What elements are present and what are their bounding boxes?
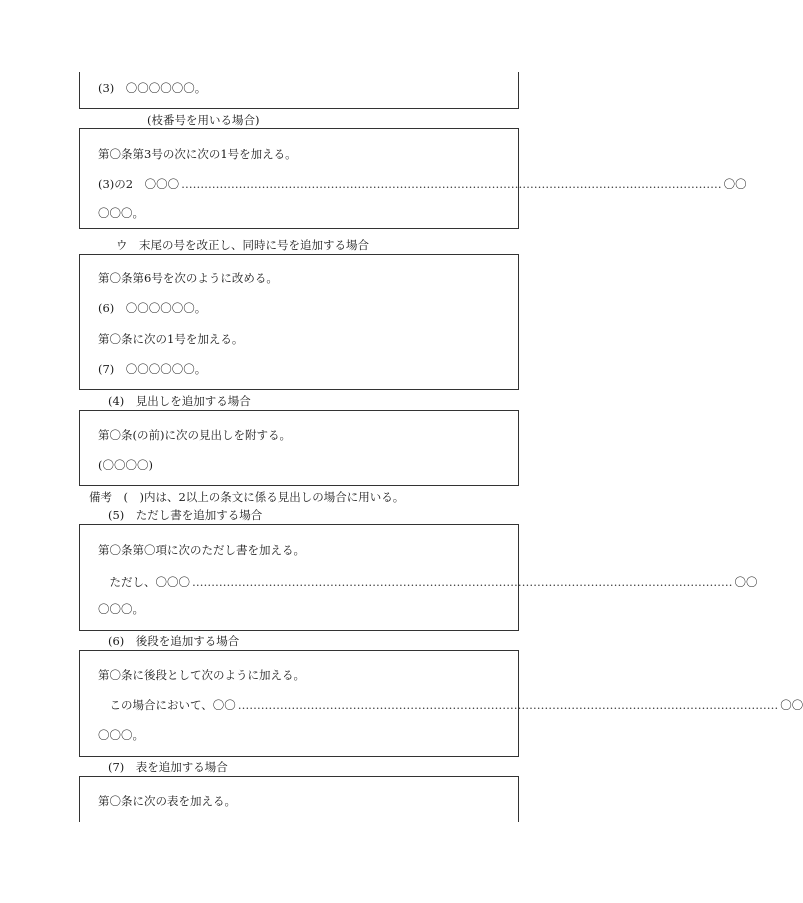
section-heading-7: (7) 表を追加する場合 [108,760,228,774]
instruction-line: 第〇条第6号を次のように改める。 [98,271,278,285]
item-continuation: 〇〇〇。 [98,206,144,220]
section-heading-4: (4) 見出しを追加する場合 [108,394,251,408]
item-line: (6) 〇〇〇〇〇〇。 [98,301,207,315]
amendment-box-4 [79,410,519,486]
latter-part-prefix: この場合において、〇〇 [98,698,236,712]
proviso-prefix: ただし、〇〇〇 [98,575,190,589]
proviso-continuation: 〇〇〇。 [98,602,144,616]
latter-part-continuation: 〇〇〇。 [98,728,144,742]
amendment-box-7 [79,776,519,822]
note-text: 備考 ( )内は、2以上の条文に係る見出しの場合に用いる。 [89,490,405,504]
item-line: (7) 〇〇〇〇〇〇。 [98,362,207,376]
proviso-line-with-leader [98,575,758,589]
instruction-line: 第〇条(の前)に次の見出しを附する。 [98,428,291,442]
section-heading-u: ウ 末尾の号を改正し、同時に号を追加する場合 [116,238,369,252]
instruction-line: 第〇条第3号の次に次の1号を加える。 [98,147,297,161]
dot-leader: …………………………………………………………………………………………………………………………… [181,177,722,191]
latter-part-line-with-leader [98,698,803,712]
amendment-box-3 [79,254,519,390]
amendment-box-1 [79,72,519,109]
heading-text: (〇〇〇〇) [98,458,153,472]
dot-leader: …………………………………………………………………………………………………………………………… [237,698,779,712]
item-prefix: (3)の2 〇〇〇 [98,177,180,191]
item-suffix: 〇〇 [723,177,747,191]
item-line: (3) 〇〇〇〇〇〇。 [98,81,207,95]
section-heading-5: (5) ただし書を追加する場合 [108,508,263,522]
instruction-line: 第〇条に次の1号を加える。 [98,332,244,346]
latter-part-suffix: 〇〇 [780,698,803,712]
item-line-with-leader [98,177,747,191]
instruction-line: 第〇条に次の表を加える。 [98,794,236,808]
instruction-line: 第〇条に後段として次のように加える。 [98,668,305,682]
amendment-box-2 [79,128,747,229]
dot-leader: …………………………………………………………………………………………………………………………… [192,575,733,589]
amendment-box-5 [79,524,758,631]
amendment-box-6 [79,650,803,757]
section-heading-6: (6) 後段を追加する場合 [108,634,240,648]
section-heading-branch-number: (枝番号を用いる場合) [147,113,260,127]
instruction-line: 第〇条第〇項に次のただし書を加える。 [98,543,305,557]
proviso-suffix: 〇〇 [734,575,758,589]
